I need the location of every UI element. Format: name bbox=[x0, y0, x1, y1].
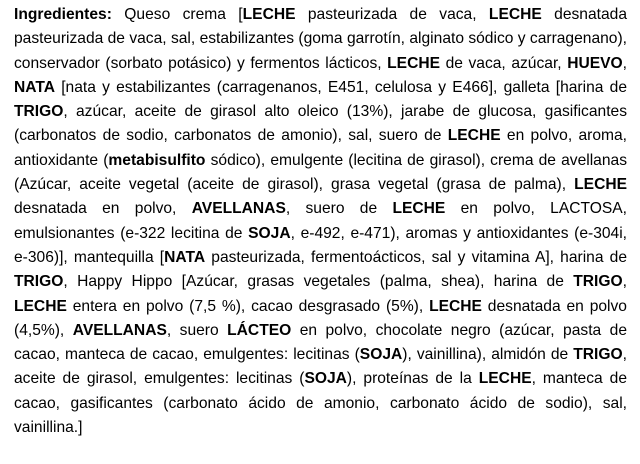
allergen-text: LECHE bbox=[488, 6, 542, 23]
allergen-text: NATA bbox=[164, 248, 206, 266]
ingredients-body bbox=[14, 6, 627, 436]
allergen-text: TRIGO bbox=[14, 103, 64, 121]
allergen-text: SOJA bbox=[248, 224, 291, 242]
ingredient-text: pasteurizada, fermentoácticos, sal y vitamina A], harina de bbox=[205, 248, 627, 266]
allergen-text: LÁCTEO bbox=[227, 321, 292, 339]
ingredient-text: Queso crema [ bbox=[111, 6, 243, 23]
ingredient-text: , e-492, e-471), aromas y antioxidantes (e-304i, e-306)], mantequilla [ bbox=[14, 224, 628, 266]
ingredient-text: , aceite de girasol, emulgentes: lecitinas ( bbox=[14, 346, 627, 388]
allergen-text: metabisulfito bbox=[108, 151, 206, 169]
allergen-text: LECHE bbox=[429, 297, 482, 315]
ingredient-text: desnatada en polvo (4,5%), bbox=[14, 297, 627, 339]
ingredient-text: [nata y estabilizantes (carragenanos, E451, celulosa y E466], galleta [harina de bbox=[55, 78, 627, 96]
ingredient-text: desnatada en polvo, bbox=[14, 200, 192, 218]
allergen-text: TRIGO bbox=[14, 273, 64, 291]
allergen-text: LECHE bbox=[574, 176, 627, 194]
ingredient-text: , Happy Hippo [Azúcar, grasas vegetales (palma, shea), harina de bbox=[63, 273, 574, 291]
allergen-text: TRIGO bbox=[573, 273, 623, 291]
ingredient-text: ), vainillina), almidón de bbox=[402, 346, 574, 364]
ingredient-text: , suero bbox=[166, 321, 228, 339]
allergen-text: LECHE bbox=[14, 297, 67, 315]
ingredient-text: sódico), emulgente (lecitina de girasol), crema de avellanas (Azúcar, aceite vegetal (aceite de girasol), grasa vegetal (grasa de palma), bbox=[14, 151, 627, 194]
ingredient-text: , manteca de cacao, gasificantes (carbonato ácido de amonio, carbonato ácido de sodio), sal, vainillina.] bbox=[14, 370, 627, 437]
allergen-text: AVELLANAS bbox=[72, 321, 167, 339]
ingredient-text: , bbox=[622, 273, 627, 291]
allergen-text: TRIGO bbox=[573, 346, 623, 364]
allergen-text: NATA bbox=[14, 78, 55, 96]
allergen-text: SOJA bbox=[359, 346, 403, 364]
allergen-text: AVELLANAS bbox=[191, 200, 286, 218]
ingredient-text: , bbox=[622, 54, 627, 72]
ingredient-text: en polvo, aroma, antioxidante ( bbox=[14, 127, 627, 169]
ingredient-text: ), proteínas de la bbox=[346, 370, 479, 388]
allergen-text: HUEVO bbox=[567, 54, 623, 72]
ingredient-text: en polvo, chocolate negro (azúcar, pasta de cacao, manteca de cacao, emulgentes: lecitinas ( bbox=[14, 321, 627, 364]
ingredient-text: en polvo, LACTOSA, emulsionantes (e-322 lecitina de bbox=[14, 200, 628, 242]
ingredient-text: de vaca, azúcar, bbox=[440, 54, 568, 72]
ingredient-text: , azúcar, aceite de girasol alto oleico (13%), jarabe de glucosa, gasificantes (carbonatos de sodio, carbonatos de amonio), sal, suero de bbox=[14, 103, 627, 145]
allergen-text: LECHE bbox=[242, 6, 296, 23]
allergen-text: LECHE bbox=[447, 127, 501, 145]
allergen-text: LECHE bbox=[387, 54, 441, 72]
ingredient-text: , suero de bbox=[285, 200, 393, 218]
allergen-text: LECHE bbox=[478, 370, 532, 388]
ingredient-text: desnatada pasteurizada de vaca, sal, estabilizantes (goma garrotín, alginato sódico y carragenano), conservador (sorbato potásico) y fermentos lácticos, bbox=[14, 6, 627, 72]
ingredient-text: pasteurizada de vaca, bbox=[295, 6, 489, 23]
allergen-text: SOJA bbox=[304, 370, 347, 388]
ingredients-heading: Ingredientes: bbox=[14, 6, 112, 23]
allergen-text: LECHE bbox=[392, 200, 446, 218]
ingredient-text: entera en polvo (7,5 %), cacao desgrasado (5%), bbox=[66, 297, 430, 315]
ingredients-paragraph bbox=[14, 3, 627, 440]
